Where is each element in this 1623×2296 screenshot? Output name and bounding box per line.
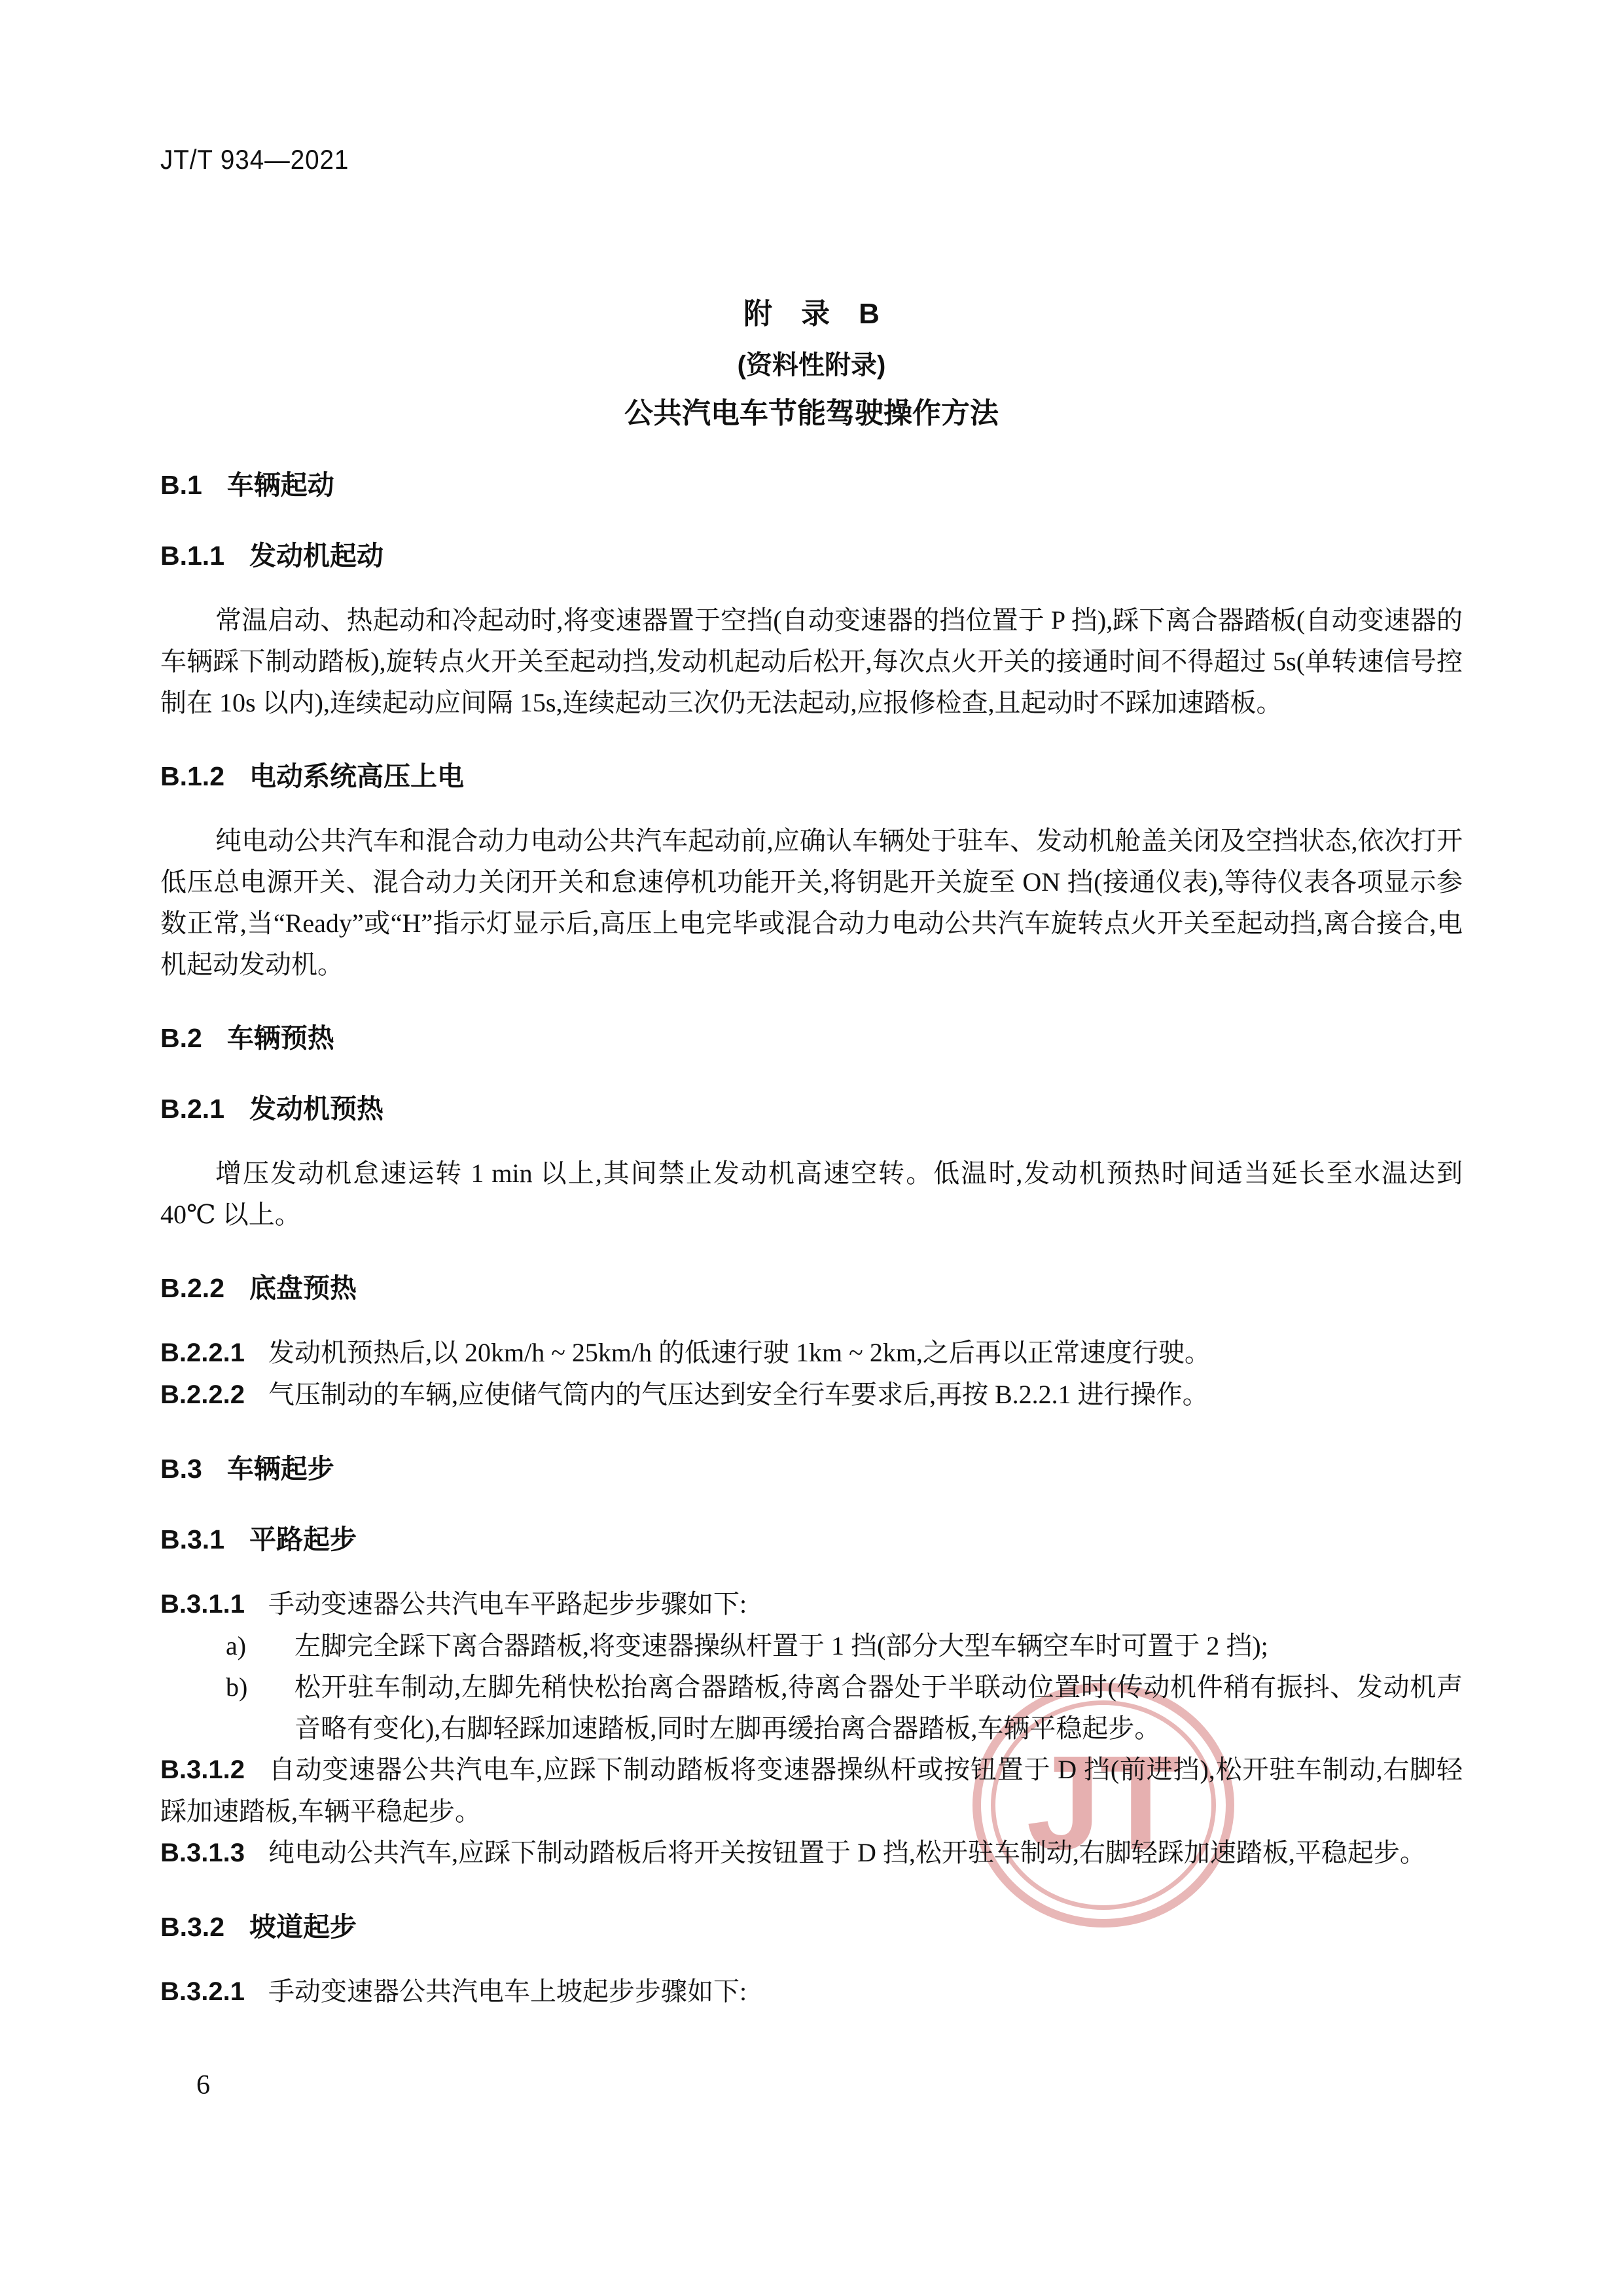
clause-text: 自动变速器公共汽电车,应踩下制动踏板将变速器操纵杆或按钮置于 D 挡(前进挡),松开驻车制动,右脚轻踩加速踏板,车辆平稳起步。 [160, 1755, 1463, 1826]
section-heading-b22 [160, 1270, 1463, 1306]
section-title: 车辆预热 [226, 1023, 334, 1053]
clause-b221 [160, 1332, 1463, 1374]
section-title: 发动机预热 [249, 1094, 383, 1124]
clause-text: 气压制动的车辆,应使储气筒内的气压达到安全行车要求后,再按 B.2.2.1 进行操作。 [268, 1380, 1209, 1409]
clause-text: 手动变速器公共汽电车平路起步步骤如下: [268, 1589, 747, 1619]
paragraph-b11: 常温启动、热起动和冷起动时,将变速器置于空挡(自动变速器的挡位置于 P 挡),踩下离合器踏板(自动变速器的车辆踩下制动踏板),旋转点火开关至起动挡,发动机起动后松开,每次点火开关的接通时间不得超过 5s(单转速信号控制在 10s 以内),连续起动应间隔 15s,连续起动三次仍无法起动,应报修检查,且起动时不踩加速踏板。 [160, 605, 1463, 717]
list-marker: b) [226, 1672, 248, 1702]
appendix-title: 附 录 B [743, 298, 880, 330]
section-title: 平路起步 [249, 1524, 357, 1554]
clause-number: B.3.1.1 [160, 1590, 245, 1619]
section-title: 发动机起动 [249, 541, 383, 571]
page-number: 6 [196, 2070, 210, 2100]
section-heading-b32 [160, 1909, 1463, 1945]
section-title: 底盘预热 [249, 1273, 357, 1303]
section-heading-b12 [160, 759, 1463, 794]
list-item-b [160, 1666, 1463, 1749]
clause-number: B.2.2.1 [160, 1338, 245, 1367]
clause-b311 [160, 1583, 1463, 1625]
clause-b313 [160, 1832, 1463, 1874]
section-title: 电动系统高压上电 [249, 761, 464, 791]
clause-b222 [160, 1374, 1463, 1416]
clause-number: B.3.1.3 [160, 1839, 245, 1867]
clause-text: 发动机预热后,以 20km/h ~ 25km/h 的低速行驶 1km ~ 2km,之后再以正常速度行驶。 [268, 1338, 1211, 1367]
section-number: B.1.1 [160, 541, 224, 571]
appendix-title-block [160, 296, 1463, 432]
jt-stamp-text: JT [1026, 1727, 1181, 1878]
standard-number-header: JT/T 934—2021 [160, 144, 349, 175]
appendix-name: 公共汽电车节能驾驶操作方法 [624, 397, 999, 429]
section-title: 坡道起步 [249, 1912, 357, 1942]
section-heading-b2 [160, 1020, 1463, 1056]
section-number: B.1 [160, 470, 202, 500]
clause-number: B.2.2.2 [160, 1380, 245, 1409]
appendix-subtitle: (资料性附录) [737, 351, 886, 380]
list-marker: a) [226, 1631, 247, 1660]
paragraph-b21: 增压发动机怠速运转 1 min 以上,其间禁止发动机高速空转。低温时,发动机预热时间适当延长至水温达到 40℃ 以上。 [160, 1158, 1463, 1229]
section-number: B.2.1 [160, 1094, 224, 1124]
clause-number: B.3.2.1 [160, 1977, 245, 2006]
section-heading-b31 [160, 1522, 1463, 1557]
list-item-a [160, 1625, 1463, 1666]
clause-number: B.3.1.2 [160, 1755, 245, 1784]
paragraph-b12: 纯电动公共汽车和混合动力电动公共汽车起动前,应确认车辆处于驻车、发动机舱盖关闭及空挡状态,依次打开低压总电源开关、混合动力关闭开关和怠速停机功能开关,将钥匙开关旋至 ON 挡(接通仪表),等待仪表各项显示参数正常,当“Ready”或“H”指示灯显示后,高压上电完毕或混合动力电动公共汽车旋转点火开关至起动挡,离合接合,电机起动发动机。 [160, 826, 1463, 979]
section-title: 车辆起动 [226, 470, 334, 500]
list-text: 松开驻车制动,左脚先稍快松抬离合器踏板,待离合器处于半联动位置时(传动机件稍有振抖、发动机声音略有变化),右脚轻踩加速踏板,同时左脚再缓抬离合器踏板,车辆平稳起步。 [294, 1672, 1463, 1743]
clause-text: 手动变速器公共汽电车上坡起步步骤如下: [268, 1977, 747, 2006]
section-heading-b21 [160, 1091, 1463, 1126]
section-title: 车辆起步 [226, 1454, 334, 1484]
list-text: 左脚完全踩下离合器踏板,将变速器操纵杆置于 1 挡(部分大型车辆空车时可置于 2 挡); [294, 1631, 1268, 1660]
section-number: B.2.2 [160, 1273, 224, 1303]
section-number: B.3.2 [160, 1912, 224, 1942]
section-heading-b3 [160, 1451, 1463, 1486]
section-number: B.3 [160, 1454, 202, 1484]
section-number: B.1.2 [160, 761, 224, 791]
section-number: B.3.1 [160, 1524, 224, 1554]
section-number: B.2 [160, 1023, 202, 1053]
clause-b321 [160, 1971, 1463, 2013]
section-heading-b1 [160, 467, 1463, 503]
clause-b312 [160, 1749, 1463, 1832]
section-heading-b11 [160, 538, 1463, 573]
clause-text: 纯电动公共汽车,应踩下制动踏板后将开关按钮置于 D 挡,松开驻车制动,右脚轻踩加速踏板,平稳起步。 [268, 1838, 1426, 1867]
